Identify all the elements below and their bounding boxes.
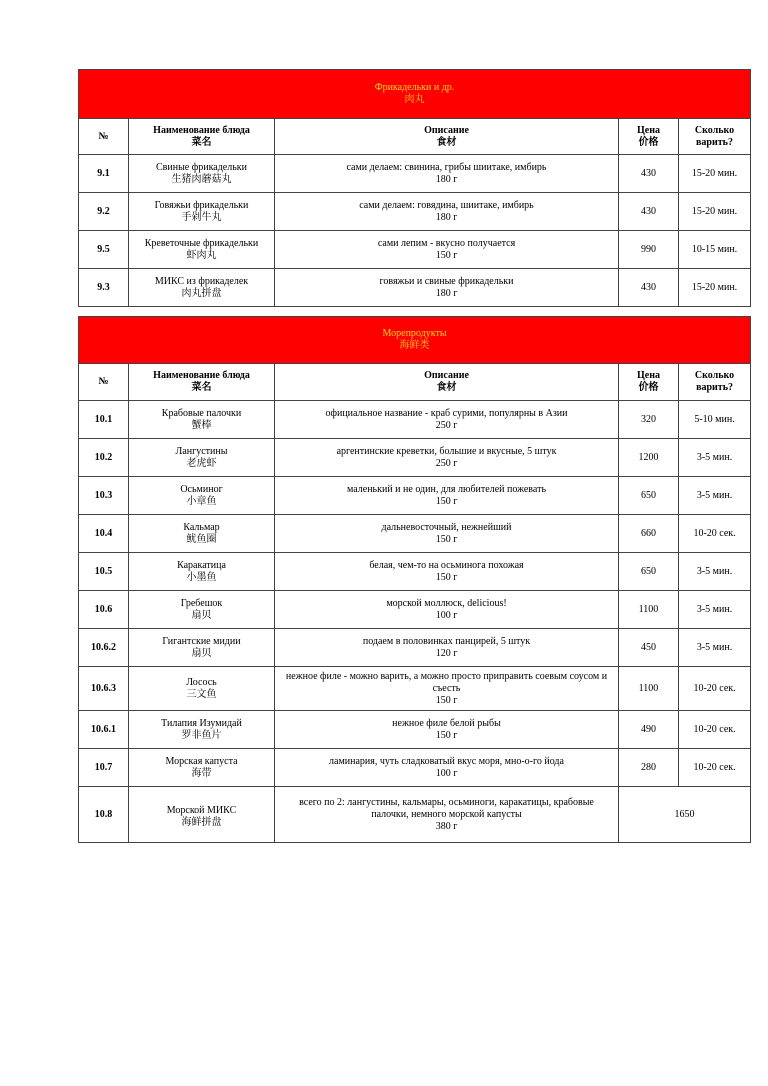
dish-number: 10.6.3 bbox=[79, 667, 129, 711]
dish-name-zh: 虾肉丸 bbox=[186, 249, 217, 261]
table-row bbox=[79, 477, 751, 515]
dish-weight: 150 г bbox=[435, 729, 458, 741]
dish-name-ru: Свиные фрикадельки bbox=[155, 161, 247, 173]
table-row bbox=[79, 711, 751, 749]
dish-price: 990 bbox=[619, 231, 679, 269]
dish-number: 9.3 bbox=[79, 269, 129, 307]
header-time: Сколько варить? bbox=[679, 364, 751, 401]
header-no: № bbox=[79, 119, 129, 155]
dish-price: 430 bbox=[619, 193, 679, 231]
description-text: сами делаем: говядина, шиитаке, имбирь bbox=[359, 199, 534, 211]
cook-time: 5-10 мин. bbox=[679, 401, 751, 439]
dish-name-ru: Осьминог bbox=[180, 483, 223, 495]
cook-time: 15-20 мин. bbox=[679, 155, 751, 193]
table-header bbox=[79, 119, 751, 155]
dish-name-zh: 鱿鱼圈 bbox=[186, 533, 217, 545]
description-text: дальневосточный, нежнейший bbox=[381, 521, 512, 533]
dish-name-zh: 小章鱼 bbox=[186, 495, 217, 507]
cook-time: 15-20 мин. bbox=[679, 193, 751, 231]
dish-price: 430 bbox=[619, 269, 679, 307]
section-title bbox=[79, 70, 751, 119]
dish-name bbox=[129, 629, 275, 667]
dish-description bbox=[275, 193, 619, 231]
dish-name-ru: Морская капуста bbox=[165, 755, 238, 767]
cook-time: 10-20 сек. bbox=[679, 711, 751, 749]
header-time: Сколько варить? bbox=[679, 119, 751, 155]
dish-name-zh: 生猪肉蘑菇丸 bbox=[171, 173, 232, 185]
table-row bbox=[79, 155, 751, 193]
header-price: Цена 价格 bbox=[619, 119, 679, 155]
table-row bbox=[79, 749, 751, 787]
dish-name-zh: 老虎虾 bbox=[186, 457, 217, 469]
dish-price: 1100 bbox=[619, 667, 679, 711]
dish-name-ru: Каракатица bbox=[177, 559, 226, 571]
table-header bbox=[79, 364, 751, 401]
dish-description bbox=[275, 269, 619, 307]
section-title-ru: Фрикадельки и др. bbox=[374, 82, 455, 93]
header-no: № bbox=[79, 364, 129, 401]
dish-weight: 250 г bbox=[435, 457, 458, 469]
dish-name-zh: 蟹棒 bbox=[191, 419, 212, 431]
header-name: Наименование блюда 菜名 bbox=[129, 119, 275, 155]
dish-price: 450 bbox=[619, 629, 679, 667]
dish-price: 320 bbox=[619, 401, 679, 439]
dish-number: 10.3 bbox=[79, 477, 129, 515]
dish-number: 10.6 bbox=[79, 591, 129, 629]
table-row bbox=[79, 193, 751, 231]
dish-price: 490 bbox=[619, 711, 679, 749]
description-text: подаем в половинках панцирей, 5 штук bbox=[362, 635, 531, 647]
dish-weight: 100 г bbox=[435, 609, 458, 621]
header-price: Цена 价格 bbox=[619, 364, 679, 401]
dish-name-ru: Говяжьи фрикадельки bbox=[154, 199, 249, 211]
dish-price: 1100 bbox=[619, 591, 679, 629]
dish-weight: 150 г bbox=[435, 495, 458, 507]
dish-number: 9.5 bbox=[79, 231, 129, 269]
dish-name-ru: Тилапия Изумидай bbox=[161, 717, 242, 729]
cook-time: 10-20 сек. bbox=[679, 667, 751, 711]
description-text: маленький и не один, для любителей пожевать bbox=[346, 483, 547, 495]
dish-number: 10.4 bbox=[79, 515, 129, 553]
dish-name-ru: Крабовые палочки bbox=[161, 407, 242, 419]
cook-time: 10-20 сек. bbox=[679, 749, 751, 787]
cook-time: 3-5 мин. bbox=[679, 553, 751, 591]
dish-price: 280 bbox=[619, 749, 679, 787]
dish-weight: 150 г bbox=[435, 694, 458, 706]
dish-description bbox=[275, 591, 619, 629]
cook-time: 3-5 мин. bbox=[679, 477, 751, 515]
dish-name bbox=[129, 155, 275, 193]
dish-name-zh: 海带 bbox=[191, 767, 212, 779]
table-row bbox=[79, 401, 751, 439]
seafood-table bbox=[78, 316, 751, 843]
dish-name bbox=[129, 711, 275, 749]
dish-description: всего по 2: лангустины, кальмары, осьминоги, каракатицы, крабовые палочки, немного морской капусты 380 г bbox=[275, 787, 619, 843]
dish-description bbox=[275, 553, 619, 591]
dish-price: 1200 bbox=[619, 439, 679, 477]
dish-name-zh: 肉丸拼盘 bbox=[181, 287, 222, 299]
dish-name bbox=[129, 515, 275, 553]
dish-description bbox=[275, 711, 619, 749]
dish-weight: 150 г bbox=[435, 533, 458, 545]
dish-name bbox=[129, 591, 275, 629]
dish-description bbox=[275, 515, 619, 553]
section-title bbox=[79, 317, 751, 364]
dish-description bbox=[275, 667, 619, 711]
header-name: Наименование блюда 菜名 bbox=[129, 364, 275, 401]
description-text: ламинария, чуть сладковатый вкус моря, мно-о-го йода bbox=[329, 755, 564, 767]
table-row bbox=[79, 231, 751, 269]
dish-name-zh: 三文鱼 bbox=[186, 688, 217, 700]
dish-weight: 180 г bbox=[435, 211, 458, 223]
dish-weight: 120 г bbox=[435, 647, 458, 659]
dish-name bbox=[129, 553, 275, 591]
dish-number: 10.6.1 bbox=[79, 711, 129, 749]
table-row bbox=[79, 269, 751, 307]
dish-name bbox=[129, 477, 275, 515]
table-row bbox=[79, 667, 751, 711]
dish-number: 9.1 bbox=[79, 155, 129, 193]
dish-weight: 150 г bbox=[435, 249, 458, 261]
dish-description bbox=[275, 477, 619, 515]
table-row bbox=[79, 515, 751, 553]
cook-time: 15-20 мин. bbox=[679, 269, 751, 307]
description-text: официальное название - краб сурими, популярны в Азии bbox=[325, 407, 568, 419]
description-text: нежное филе - можно варить, а можно просто приправить соевым соусом и съесть bbox=[285, 670, 608, 694]
dish-name-ru: МИКС из фрикаделек bbox=[154, 275, 249, 287]
table-row bbox=[79, 439, 751, 477]
dish-name bbox=[129, 269, 275, 307]
description-text: аргентинские креветки, большие и вкусные, 5 штук bbox=[336, 445, 557, 457]
table-row bbox=[79, 629, 751, 667]
dish-name-zh: 扇贝 bbox=[191, 609, 212, 621]
dish-name-ru: Гигантские мидии bbox=[162, 635, 241, 647]
header-desc: Описание 食材 bbox=[275, 119, 619, 155]
dish-number: 10.7 bbox=[79, 749, 129, 787]
dish-number: 10.5 bbox=[79, 553, 129, 591]
dish-name bbox=[129, 193, 275, 231]
dish-weight: 150 г bbox=[435, 571, 458, 583]
table-row bbox=[79, 553, 751, 591]
description-text: говяжьи и свиные фрикадельки bbox=[379, 275, 514, 287]
cook-time: 10-20 сек. bbox=[679, 515, 751, 553]
dish-weight: 250 г bbox=[435, 419, 458, 431]
section-title-zh: 肉丸 bbox=[404, 94, 425, 105]
dish-name-ru: Гребешок bbox=[180, 597, 223, 609]
description-text: сами делаем: свинина, грибы шиитаке, имбирь bbox=[346, 161, 547, 173]
dish-name-ru: Лангустины bbox=[175, 445, 228, 457]
dish-description bbox=[275, 439, 619, 477]
dish-number: 10.2 bbox=[79, 439, 129, 477]
dish-description bbox=[275, 401, 619, 439]
dish-name-ru: Лосось bbox=[186, 676, 217, 688]
dish-number: 9.2 bbox=[79, 193, 129, 231]
dish-weight: 180 г bbox=[435, 173, 458, 185]
table-row bbox=[79, 591, 751, 629]
section-title-zh: 海鲜类 bbox=[399, 340, 430, 351]
cook-time: 10-15 мин. bbox=[679, 231, 751, 269]
dish-name-zh: 手剁牛丸 bbox=[181, 211, 222, 223]
dish-name: Морской МИКС 海鲜拼盘 bbox=[129, 787, 275, 843]
table-row bbox=[79, 787, 751, 843]
dish-name-zh: 小墨鱼 bbox=[186, 571, 217, 583]
dish-description bbox=[275, 629, 619, 667]
dish-name bbox=[129, 667, 275, 711]
dish-price: 650 bbox=[619, 477, 679, 515]
dish-description bbox=[275, 231, 619, 269]
dish-number: 10.6.2 bbox=[79, 629, 129, 667]
dish-name-zh: 扇贝 bbox=[191, 647, 212, 659]
cook-time: 3-5 мин. bbox=[679, 591, 751, 629]
dish-price: 430 bbox=[619, 155, 679, 193]
dish-weight: 180 г bbox=[435, 287, 458, 299]
cook-time: 3-5 мин. bbox=[679, 439, 751, 477]
description-text: нежное филе белой рыбы bbox=[392, 717, 501, 729]
dish-number: 10.1 bbox=[79, 401, 129, 439]
dish-description bbox=[275, 749, 619, 787]
description-text: сами лепим - вкусно получается bbox=[377, 237, 516, 249]
dish-name-zh: 罗非鱼片 bbox=[181, 729, 222, 741]
dish-name bbox=[129, 401, 275, 439]
meatballs-table bbox=[78, 69, 751, 307]
dish-name bbox=[129, 439, 275, 477]
dish-price: 660 bbox=[619, 515, 679, 553]
header-desc: Описание 食材 bbox=[275, 364, 619, 401]
dish-name-ru: Креветочные фрикадельки bbox=[144, 237, 259, 249]
dish-weight: 100 г bbox=[435, 767, 458, 779]
dish-name-ru: Кальмар bbox=[183, 521, 220, 533]
dish-price: 1650 bbox=[619, 787, 751, 843]
description-text: белая, чем-то на осьминога похожая bbox=[369, 559, 524, 571]
cook-time: 3-5 мин. bbox=[679, 629, 751, 667]
dish-name bbox=[129, 231, 275, 269]
description-text: морской моллюск, delicious! bbox=[386, 597, 507, 609]
dish-description bbox=[275, 155, 619, 193]
section-title-ru: Морепродукты bbox=[382, 328, 447, 339]
dish-number: 10.8 bbox=[79, 787, 129, 843]
dish-name bbox=[129, 749, 275, 787]
dish-price: 650 bbox=[619, 553, 679, 591]
